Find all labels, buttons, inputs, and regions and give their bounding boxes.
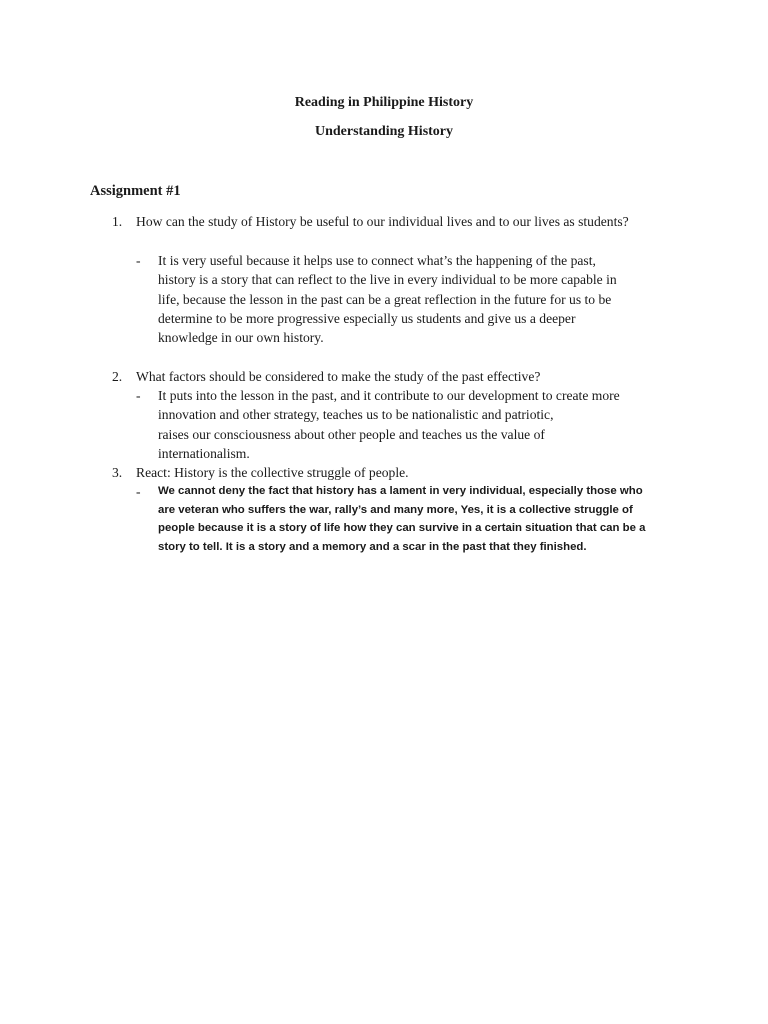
answer-bullet: -: [136, 388, 141, 403]
answer-3: [136, 482, 676, 556]
question-text: What factors should be considered to make the study of the past effective?: [136, 369, 541, 384]
answer-bullet: -: [136, 484, 141, 499]
question-1: [112, 212, 692, 231]
answer-text: It puts into the lesson in the past, and it contribute to our development to create more innovation and other strategy, teaches us to be nationalistic and patriotic, raises our consciousness about other people and teaches us the value of internationalism.: [158, 388, 620, 461]
answer-text: We cannot deny the fact that history has a lament in very individual, especially those who are veteran who suffers the war, rally’s and many more, Yes, it is a collective struggle of people because it is a story of life how they can survive in a certain situation that can be a story to tell. It is a story and a memory and a scar in the past that they finished.: [158, 485, 646, 553]
question-3: [112, 463, 692, 482]
question-number: 1.: [112, 214, 123, 229]
answer-1: [136, 251, 676, 347]
answer-text: It is very useful because it helps use to connect what’s the happening of the past, history is a story that can reflect to the live in every individual to be more capable in life, because the lesson in the past can be a great reflection in the future for us to be determine to be more progressive especially us students and give us a deeper knowledge in our own history.: [158, 253, 617, 346]
question-2: [112, 367, 692, 386]
question-number: 3.: [112, 465, 123, 480]
question-text: How can the study of History be useful to our individual lives and to our lives as students?: [136, 214, 629, 229]
assignment-heading: Assignment #1: [90, 183, 181, 199]
document-title: Reading in Philippine History: [294, 95, 474, 110]
answer-bullet: -: [136, 253, 141, 268]
document-subtitle: Understanding History: [314, 124, 454, 139]
question-text: React: History is the collective struggle of people.: [136, 465, 409, 480]
answer-2: [136, 386, 676, 463]
question-number: 2.: [112, 369, 123, 384]
